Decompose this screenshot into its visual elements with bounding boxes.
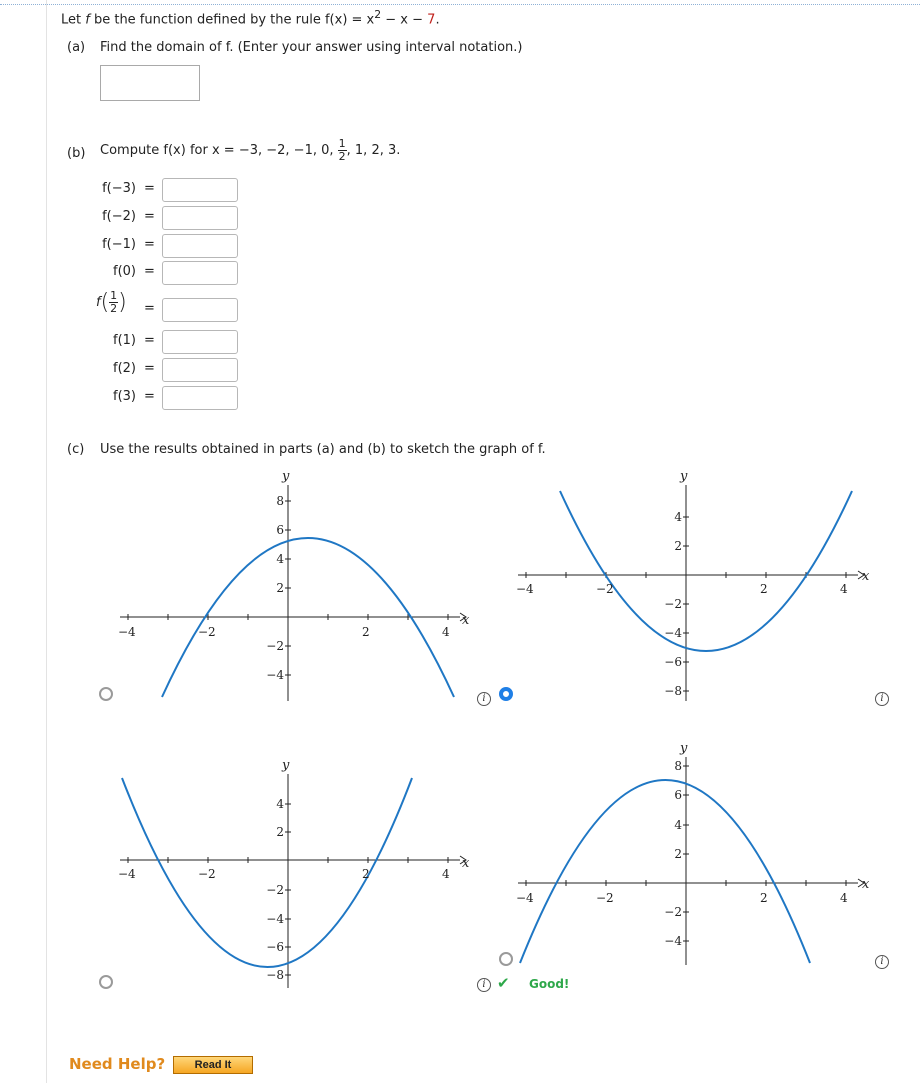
x-axis — [120, 613, 466, 621]
f-label-0: f(0) — [113, 264, 136, 279]
y-axis-label: y — [282, 469, 290, 484]
equals-sign: = — [144, 237, 155, 252]
intro-minus-x: − x − — [381, 12, 428, 28]
x-axis-label: x — [462, 856, 470, 871]
y-tick-label: −4 — [664, 934, 682, 948]
intro-end: . — [435, 12, 440, 28]
part-b-label: (b) — [67, 146, 86, 161]
y-tick-label: −2 — [664, 597, 682, 611]
x-tick-label: 2 — [362, 625, 370, 639]
x-tick-label: −4 — [118, 867, 136, 881]
f-half-input[interactable] — [162, 298, 238, 322]
intro-mid: be the function defined by the rule — [89, 12, 325, 28]
part-b-fraction — [338, 138, 347, 163]
y-tick-label: 4 — [674, 818, 682, 832]
f-0-input[interactable] — [162, 261, 238, 285]
x-tick-label: −2 — [596, 582, 614, 596]
y-tick-label: 8 — [276, 494, 284, 508]
y-tick-label: −6 — [266, 940, 284, 954]
graph-option-4-radio[interactable] — [499, 952, 513, 966]
check-icon: ✔ — [497, 974, 510, 992]
f-label-half-f: f — [96, 295, 101, 310]
f-neg1-input[interactable] — [162, 234, 238, 258]
y-tick-label: 4 — [276, 552, 284, 566]
intro-f: f — [85, 12, 90, 28]
x-tick-label: 2 — [760, 891, 768, 905]
x-tick-label: 4 — [840, 891, 848, 905]
equals-sign: = — [144, 209, 155, 224]
y-tick-label: 4 — [674, 510, 682, 524]
f-label-2: f(2) — [113, 361, 136, 376]
y-tick-label: 2 — [276, 825, 284, 839]
equals-sign: = — [144, 181, 155, 196]
y-tick-label: −2 — [664, 905, 682, 919]
y-tick-label: 8 — [674, 759, 682, 773]
part-c-label: (c) — [67, 442, 85, 457]
y-axis-label: y — [680, 469, 688, 484]
f-label-half — [96, 290, 127, 315]
need-help-label: Need Help? — [69, 1055, 166, 1073]
x-tick-label: −2 — [596, 891, 614, 905]
feedback-good: Good! — [529, 977, 570, 991]
intro-exponent: 2 — [374, 8, 382, 21]
y-tick-label: 6 — [276, 523, 284, 537]
x-tick-label: −4 — [516, 891, 534, 905]
x-tick-label: 4 — [442, 867, 450, 881]
intro-rule: f(x) = x — [324, 12, 375, 28]
info-icon[interactable]: i — [875, 955, 889, 969]
problem-statement — [61, 8, 440, 27]
f-label-3: f(3) — [113, 389, 136, 404]
part-a-label: (a) — [67, 40, 86, 55]
y-axis-label: y — [680, 741, 688, 756]
y-tick-label: −4 — [664, 626, 682, 640]
graph-option-1-radio[interactable] — [99, 687, 113, 701]
x-axis-label: x — [862, 569, 870, 584]
info-icon[interactable]: i — [477, 692, 491, 706]
f-label-1: f(1) — [113, 333, 136, 348]
part-b-text-prefix: Compute f(x) for x = −3, −2, −1, 0, — [100, 143, 338, 158]
graph-option-2 — [508, 465, 878, 705]
fraction-numerator: 1 — [338, 137, 346, 150]
fraction-numerator: 1 — [110, 289, 118, 302]
y-tick-label: 2 — [674, 847, 682, 861]
y-tick-label: −4 — [266, 668, 284, 682]
info-icon[interactable]: i — [875, 692, 889, 706]
x-tick-label: 2 — [760, 582, 768, 596]
x-tick-label: −2 — [198, 867, 216, 881]
x-axis-label: x — [862, 877, 870, 892]
f-label-neg2: f(−2) — [102, 209, 136, 224]
y-tick-label: −8 — [266, 968, 284, 982]
y-tick-label: −6 — [664, 655, 682, 669]
f-neg2-input[interactable] — [162, 206, 238, 230]
part-a-text: Find the domain of f. (Enter your answer using interval notation.) — [100, 40, 523, 55]
graph-option-3 — [110, 752, 480, 992]
read-it-button[interactable]: Read It — [173, 1056, 253, 1074]
fraction-denominator: 2 — [110, 302, 118, 315]
left-paren: ( — [100, 290, 110, 315]
x-axis — [120, 856, 466, 864]
info-icon[interactable]: i — [477, 978, 491, 992]
graph-option-4 — [508, 735, 878, 975]
f-label-neg1: f(−1) — [102, 237, 136, 252]
x-tick-label: −4 — [516, 582, 534, 596]
y-tick-label: −2 — [266, 639, 284, 653]
equals-sign: = — [144, 389, 155, 404]
fraction-denominator: 2 — [338, 150, 346, 163]
x-axis — [518, 571, 864, 579]
f-3-input[interactable] — [162, 386, 238, 410]
equals-sign: = — [144, 361, 155, 376]
y-tick-label: −8 — [664, 684, 682, 698]
y-tick-label: 6 — [674, 788, 682, 802]
f-label-neg3: f(−3) — [102, 181, 136, 196]
right-paren: ) — [118, 290, 127, 315]
x-tick-label: −2 — [198, 625, 216, 639]
top-dotted-border — [0, 4, 920, 5]
part-c-text: Use the results obtained in parts (a) and (b) to sketch the graph of f. — [100, 442, 546, 457]
graph-option-1 — [110, 465, 480, 705]
intro-constant: 7 — [427, 12, 436, 28]
graph-option-2-radio[interactable] — [499, 687, 513, 701]
intro-prefix: Let — [61, 12, 86, 28]
f-2-input[interactable] — [162, 358, 238, 382]
graph-option-3-radio[interactable] — [99, 975, 113, 989]
y-axis-label: y — [282, 758, 290, 773]
x-tick-label: 4 — [840, 582, 848, 596]
parabola-curve — [560, 491, 852, 651]
f-1-input[interactable] — [162, 330, 238, 354]
part-b-text — [100, 138, 400, 163]
y-tick-label: −4 — [266, 912, 284, 926]
f-half-fraction — [109, 290, 118, 315]
y-tick-label: 2 — [674, 539, 682, 553]
x-tick-label: 4 — [442, 625, 450, 639]
equals-sign: = — [144, 333, 155, 348]
y-tick-label: −2 — [266, 883, 284, 897]
x-tick-label: 2 — [362, 867, 370, 881]
x-tick-label: −4 — [118, 625, 136, 639]
left-margin-rule — [46, 0, 47, 1083]
y-tick-label: 2 — [276, 581, 284, 595]
f-neg3-input[interactable] — [162, 178, 238, 202]
equals-sign: = — [144, 301, 155, 316]
domain-answer-input[interactable] — [100, 65, 200, 101]
part-b-text-suffix: , 1, 2, 3. — [346, 143, 401, 158]
equals-sign: = — [144, 264, 155, 279]
x-axis — [518, 879, 864, 887]
y-tick-label: 4 — [276, 797, 284, 811]
x-axis-label: x — [462, 613, 470, 628]
